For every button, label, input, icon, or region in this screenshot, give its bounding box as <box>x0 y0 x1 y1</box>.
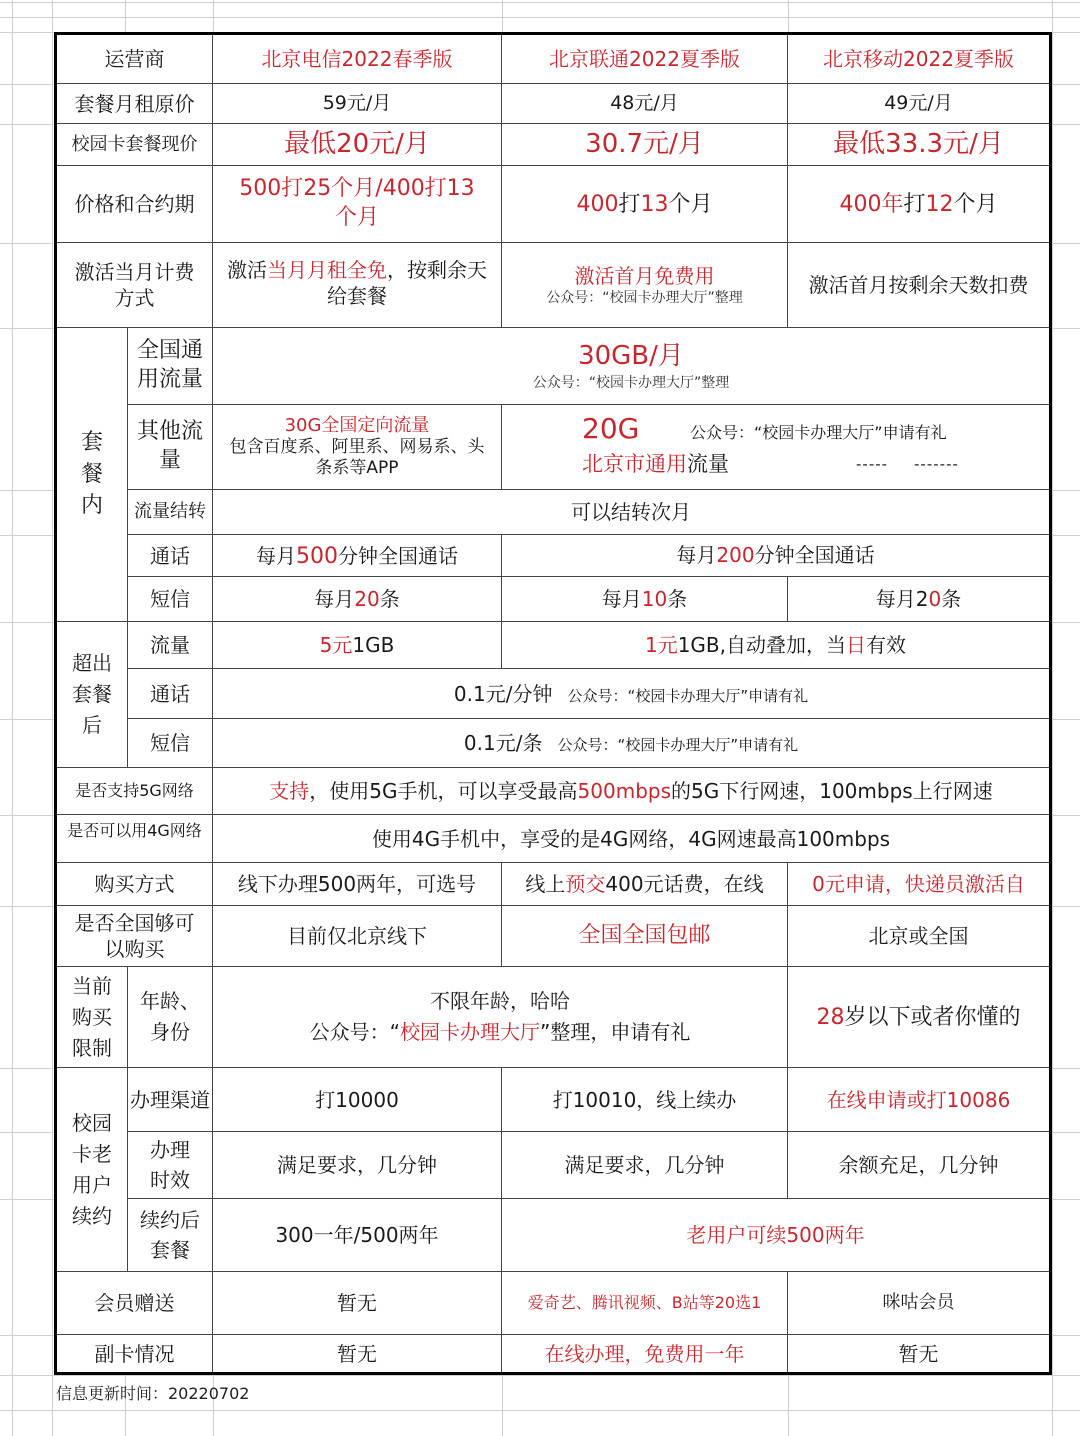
other-data-dashes-1: ----- <box>856 455 889 473</box>
row-label-original-price: 套餐月租原价 <box>57 84 213 124</box>
support-5g-a: 支持 <box>269 779 310 803</box>
group-label-overage-text: 超出套餐后 <box>72 651 112 737</box>
row-label-membership: 会员赠送 <box>57 1272 213 1335</box>
activation-unicom-note: 公众号：“校园卡办理大厅”整理 <box>546 289 743 306</box>
restriction-line2-b: 校园卡办理大厅 <box>400 1020 540 1044</box>
other-data-telecom <box>213 405 502 490</box>
update-time: 信息更新时间：20220702 <box>56 1384 250 1403</box>
overage-sms-price: 0.1元/条 <box>463 731 543 755</box>
secondary-card-unicom: 在线办理，免费用一年 <box>502 1335 788 1372</box>
row-label-national-data: 全国通用流量 <box>128 328 213 405</box>
restriction-mobile-a: 28 <box>816 1005 845 1030</box>
contract-mobile-b: 打 <box>903 192 926 217</box>
rollover-value: 可以结转次月 <box>213 490 1049 535</box>
other-data-scope-rest: 流量 <box>687 452 729 476</box>
row-label-overage-sms: 短信 <box>128 719 213 768</box>
activation-telecom-b: 当月月租全免 <box>267 258 387 282</box>
restriction-line2-a: 公众号：“ <box>309 1020 400 1044</box>
sms-unicom-c: 条 <box>667 587 688 611</box>
support-5g-c: 500mbps <box>577 779 671 803</box>
nationwide-unicom: 全国全国包邮 <box>502 906 788 967</box>
overage-data-others-a: 1元 <box>644 633 678 657</box>
other-data-scope-red: 北京市通用 <box>582 452 687 476</box>
other-data-amount: 20G <box>582 412 640 445</box>
channel-unicom: 打10010，线上续办 <box>502 1068 788 1132</box>
sms-mobile-b: 2 <box>915 587 929 611</box>
package-others: 老用户可续500两年 <box>502 1199 1049 1272</box>
purchase-telecom: 线下办理500两年，可选号 <box>213 863 502 906</box>
row-label-sms: 短信 <box>128 577 213 622</box>
sms-mobile-c: 0 <box>928 587 942 611</box>
contract-unicom-b: 打 <box>618 192 641 217</box>
restriction-mobile-b: 岁以下或者你懂的 <box>844 1005 1021 1030</box>
row-label-channel <box>128 1068 213 1132</box>
row-label-overage-calls: 通话 <box>128 669 213 719</box>
other-data-scope <box>582 451 729 478</box>
row-label-channel-text: 办理渠道 <box>130 1087 210 1112</box>
time-unicom: 满足要求，几分钟 <box>502 1132 788 1199</box>
contract-mobile-a: 400年 <box>839 192 904 217</box>
overage-data-telecom-a: 5元 <box>319 633 353 657</box>
row-label-4g: 是否可以用4G网络 <box>57 815 213 863</box>
campus-price-unicom: 30.7元/月 <box>502 124 788 166</box>
activation-unicom-main: 激活首月免费用 <box>574 263 715 288</box>
activation-telecom-c: ，按剩余天给套餐 <box>327 258 487 308</box>
row-label-package <box>128 1199 213 1272</box>
row-label-purchase: 购买方式 <box>57 863 213 906</box>
restriction-line2-c: ”整理，申请有礼 <box>540 1020 691 1044</box>
contract-unicom-d: 个月 <box>668 192 713 217</box>
restriction-shared <box>213 967 788 1068</box>
calls-others-c: 分钟全国通话 <box>754 543 875 567</box>
nationwide-telecom: 目前仅北京线下 <box>213 906 502 967</box>
header-carrier-unicom: 北京联通2022夏季版 <box>502 35 788 84</box>
support-5g-d: 的5G下行网速，100mbps上行网速 <box>671 779 993 803</box>
sms-telecom <box>213 577 502 622</box>
other-data-telecom-title: 30G全国定向流量 <box>284 414 430 436</box>
activation-telecom-a: 激活 <box>227 258 267 282</box>
original-price-mobile: 49元/月 <box>788 84 1049 124</box>
contract-mobile-c: 12 <box>925 192 954 217</box>
group-label-restriction-text: 当前购买限制 <box>72 973 112 1060</box>
membership-mobile: 咪咕会员 <box>788 1272 1049 1335</box>
calls-telecom-a: 每月 <box>256 544 296 568</box>
sms-mobile-a: 每月 <box>875 587 916 611</box>
use-4g-value: 使用4G手机中，享受的是4G网络，4G网速最高100mbps <box>213 815 1049 863</box>
group-label-overage <box>57 622 128 768</box>
secondary-card-telecom: 暂无 <box>213 1335 502 1372</box>
row-label-secondary-card: 副卡情况 <box>57 1335 213 1372</box>
other-data-dashes-2: ------- <box>914 455 959 473</box>
row-label-age <box>128 967 213 1068</box>
secondary-card-mobile: 暂无 <box>898 1341 939 1366</box>
contract-unicom-c: 13 <box>640 192 669 217</box>
overage-data-telecom <box>213 622 502 669</box>
overage-calls-value <box>213 669 1049 719</box>
package-telecom: 300一年/500两年 <box>213 1199 502 1272</box>
overage-data-others-d: 有效 <box>866 633 907 657</box>
comparison-table <box>54 32 1052 1375</box>
restriction-line1: 不限年龄，哈哈 <box>430 989 570 1013</box>
header-carrier-mobile: 北京移动2022夏季版 <box>788 35 1049 84</box>
overage-data-telecom-b: 1GB <box>352 633 395 657</box>
other-data-note: 公众号：“校园卡办理大厅”申请有礼 <box>690 423 947 442</box>
row-label-other-data: 其他流量 <box>128 405 213 490</box>
other-data-others <box>502 405 1049 490</box>
row-label-overage-data: 流量 <box>128 622 213 669</box>
sms-unicom <box>502 577 788 622</box>
overage-data-others-b: 1GB,自动叠加，当 <box>677 633 847 657</box>
row-label-campus-price: 校园卡套餐现价 <box>57 124 213 166</box>
time-mobile: 余额充足，几分钟 <box>788 1132 1049 1199</box>
overage-sms-note: 公众号：“校园卡办理大厅”申请有礼 <box>557 736 799 754</box>
sms-mobile <box>788 577 1049 622</box>
row-label-activation: 激活当月计费方式 <box>57 243 213 328</box>
contract-unicom-a: 400 <box>576 192 619 217</box>
activation-telecom <box>213 243 502 328</box>
row-label-nationwide: 是否全国够可以购买 <box>57 906 213 967</box>
group-label-renewal <box>57 1068 128 1272</box>
sms-mobile-d: 条 <box>941 587 962 611</box>
restriction-line2 <box>310 1017 691 1048</box>
row-label-time <box>128 1132 213 1199</box>
channel-mobile: 在线申请或打10086 <box>788 1068 1049 1132</box>
purchase-unicom-b: 预交 <box>565 872 606 896</box>
national-data-note: 公众号：“校园卡办理大厅”整理 <box>532 374 730 391</box>
sms-unicom-b: 10 <box>641 587 668 611</box>
channel-telecom: 打10000 <box>213 1068 502 1132</box>
contract-unicom <box>502 166 788 243</box>
support-5g-b: ，使用5G手机，可以享受最高 <box>309 779 578 803</box>
sms-unicom-a: 每月 <box>601 587 642 611</box>
time-telecom: 满足要求，几分钟 <box>213 1132 502 1199</box>
membership-unicom: 爱奇艺、腾讯视频、B站等20选1 <box>502 1272 788 1335</box>
national-data-value <box>213 328 1049 405</box>
row-label-5g: 是否支持5G网络 <box>57 768 213 815</box>
overage-calls-price: 0.1元/分钟 <box>453 682 553 706</box>
restriction-mobile <box>788 967 1049 1068</box>
support-5g-value <box>213 768 1049 815</box>
header-label: 运营商 <box>57 35 213 84</box>
header-carrier-telecom: 北京电信2022春季版 <box>213 35 502 84</box>
row-label-rollover: 流量结转 <box>128 490 213 535</box>
purchase-unicom-c: 400元话费，在线 <box>605 872 764 896</box>
contract-telecom: 500打25个月/400打13个月 <box>213 166 502 243</box>
calls-others-b: 200 <box>716 543 755 567</box>
campus-price-telecom: 最低20元/月 <box>213 124 502 166</box>
row-label-package-text: 续约后套餐 <box>140 1208 200 1262</box>
other-data-telecom-desc: 包含百度系、阿里系、网易系、头条系等APP <box>229 437 485 479</box>
original-price-unicom: 48元/月 <box>502 84 788 124</box>
calls-telecom <box>213 535 502 577</box>
sms-telecom-b: 20 <box>354 587 380 611</box>
purchase-unicom <box>502 863 788 906</box>
purchase-unicom-a: 线上 <box>525 872 566 896</box>
row-label-age-text: 年龄、身份 <box>140 989 200 1044</box>
national-data-amount: 30GB/月 <box>578 341 684 371</box>
row-label-calls: 通话 <box>128 535 213 577</box>
group-label-in-plan-text: 套餐内 <box>80 429 103 519</box>
purchase-mobile: 0元申请，快递员激活自 <box>788 863 1049 906</box>
overage-sms-value <box>213 719 1049 768</box>
sms-telecom-a: 每月 <box>314 587 355 611</box>
original-price-telecom: 59元/月 <box>213 84 502 124</box>
calls-telecom-c: 分钟全国通话 <box>338 544 458 568</box>
sms-telecom-c: 条 <box>379 587 400 611</box>
overage-data-others-c: 日 <box>846 633 867 657</box>
group-label-restriction <box>57 967 128 1068</box>
campus-price-mobile: 最低33.3元/月 <box>788 124 1049 166</box>
overage-data-others <box>502 622 1049 669</box>
nationwide-mobile: 北京或全国 <box>788 906 1049 967</box>
contract-mobile-d: 个月 <box>953 192 998 217</box>
calls-others-a: 每月 <box>676 543 717 567</box>
calls-telecom-b: 500 <box>296 544 338 569</box>
activation-mobile: 激活首月按剩余天数扣费 <box>788 243 1049 328</box>
activation-unicom <box>502 243 788 328</box>
contract-mobile <box>788 166 1049 243</box>
calls-others <box>502 535 1049 577</box>
overage-calls-note: 公众号：“校园卡办理大厅”申请有礼 <box>567 687 809 705</box>
row-label-contract: 价格和合约期 <box>57 166 213 243</box>
membership-telecom: 暂无 <box>213 1272 502 1335</box>
group-label-in-plan <box>57 328 128 622</box>
group-label-renewal-text: 校园卡老用户续约 <box>72 1110 112 1228</box>
row-label-time-text: 办理时效 <box>150 1138 190 1192</box>
